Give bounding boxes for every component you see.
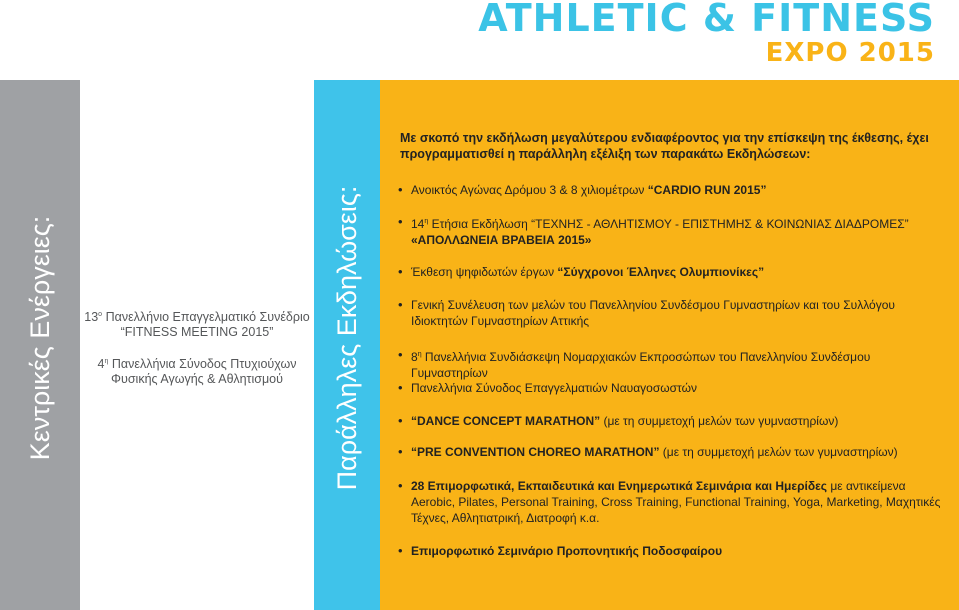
central-actions-heading: Κεντρικές Ενέργειες: [25, 215, 55, 461]
event-mosaic-exhibition: • Έκθεση ψηφιδωτών έργων “Σύγχρονοι Έλληνες Ολυμπιονίκες” [398, 264, 946, 280]
events-intro: Με σκοπό την εκδήλωση μεγαλύτερου ενδιαφέροντος για την επίσκεψη της έκθεσης, έχει προγραμματισθεί η παράλληλη εξέλιξη των παρακάτω Εκδηλώσεων: [400, 131, 929, 161]
event-apolloneia: • $14^\eta$ Ετήσια Εκδήλωση “ΤΕΧΝΗΣ - ΑΘΛΗΤΙΣΜΟΥ - ΕΠΙΣΤΗΜΗΣ & ΚΟΙΝΩΝΙΑΣ ΔΙΑΔΡΟΜΕΣ” «ΑΠΟΛΛΩΝΕΙΑ ΒΡΑΒΕΙΑ 2015» [398, 214, 946, 248]
central-item-meeting: $13^o$ Πανελλήνιο Επαγγελματικό Συνέδριο “FITNESS MEETING 2015” [84, 310, 310, 340]
event-dance-marathon: • “DANCE CONCEPT MARATHON” (με τη συμμετοχή μελών των γυμναστηρίων) [398, 413, 946, 429]
event-representatives-conference: • $8^\eta$ Πανελλήνια Συνδιάσκεψη Νομαρχιακών Εκπροσώπων του Πανελληνίου Συνδέσμου Γυμναστηρίων [398, 347, 946, 381]
central-item-synod: $4^\eta$ Πανελλήνια Σύνοδος Πτυχιούχων Φυσικής Αγωγής & Αθλητισμού [97, 357, 297, 387]
event-seminars: • 28 Επιμορφωτικά, Εκπαιδευτικά και Ενημερωτικά Σεμινάρια και Ημερίδες με αντικείμενα Aerobic, Pilates, Personal Training, Cross Training, Functional Training, Yoga, Marketing, Μαχητικές Τέχνες, Αθλητιατρική, Διατροφή κ.α. [398, 478, 946, 526]
expo-title: ATHLETIC & FITNESS [478, 0, 935, 40]
parallel-events-heading: Παράλληλες Εκδηλώσεις: [332, 185, 362, 491]
event-general-assembly: • Γενική Συνέλευση των μελών του Πανελληνίου Συνδέσμου Γυμναστηρίων και του Συλλόγου Ιδιοκτητών Γυμναστηρίων Αττικής [398, 297, 946, 329]
event-cardio-run: • Ανοικτός Αγώνας Δρόμου 3 & 8 χιλιομέτρων “CARDIO RUN 2015” [398, 182, 946, 198]
expo-subtitle: EXPO 2015 [765, 38, 935, 68]
event-lifeguards-synod: • Πανελλήνια Σύνοδος Επαγγελματιών Ναυαγοσωστών [398, 380, 946, 396]
central-actions-list [80, 307, 314, 401]
event-choreo-marathon: • “PRE CONVENTION CHOREO MARATHON” (με τη συμμετοχή μελών των γυμναστηρίων) [398, 444, 946, 460]
page-header [0, 0, 959, 80]
event-football-seminar: • Επιμορφωτικό Σεμινάριο Προπονητικής Ποδοσφαίρου [398, 543, 946, 559]
